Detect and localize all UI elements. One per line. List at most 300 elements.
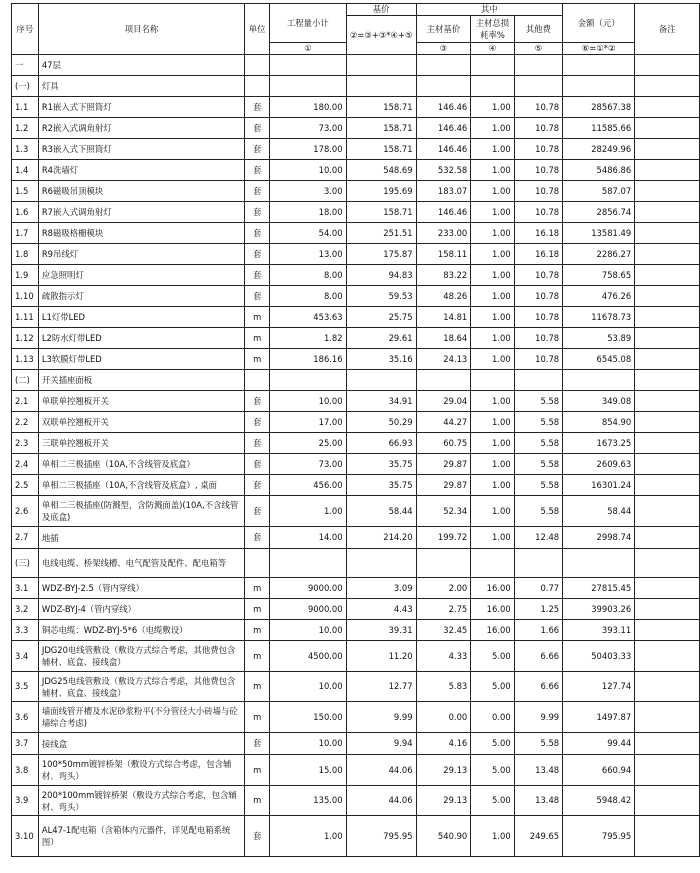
cell-remark — [635, 97, 700, 118]
cell-name: 地插 — [38, 527, 244, 549]
cell-remark — [635, 733, 700, 755]
cell-seq: 1.11 — [12, 307, 39, 328]
cell-unit: m — [245, 620, 270, 641]
cell-name: R7嵌入式调角射灯 — [38, 202, 244, 223]
cell-main-material: 83.22 — [416, 265, 471, 286]
cell-seq: 1.6 — [12, 202, 39, 223]
cell-unit: 套 — [245, 816, 270, 857]
cell-other-fee: 12.48 — [514, 527, 562, 549]
cell-qty: 180.00 — [270, 97, 347, 118]
table-row — [12, 244, 700, 265]
cell-seq: 2.1 — [12, 391, 39, 412]
cell-remark — [635, 454, 700, 475]
cell-main-material: 14.81 — [416, 307, 471, 328]
cell-seq: 3.7 — [12, 733, 39, 755]
cell-unit: 套 — [245, 286, 270, 307]
cell-other-fee: 5.58 — [514, 412, 562, 433]
cell-other-fee — [514, 76, 562, 97]
cell-unit: 套 — [245, 118, 270, 139]
cell-remark — [635, 620, 700, 641]
cell-other-fee: 16.18 — [514, 223, 562, 244]
cell-remark — [635, 181, 700, 202]
cell-unit — [245, 76, 270, 97]
cell-main-material: 183.07 — [416, 181, 471, 202]
header-remark: 备注 — [635, 4, 700, 55]
cell-remark — [635, 265, 700, 286]
cell-amount: 58.44 — [563, 496, 635, 527]
cell-main-material: 52.34 — [416, 496, 471, 527]
cell-remark — [635, 599, 700, 620]
table-row — [12, 223, 700, 244]
cell-main-material: 199.72 — [416, 527, 471, 549]
cell-name: R3嵌入式下照筒灯 — [38, 139, 244, 160]
cell-remark — [635, 755, 700, 786]
cell-other-fee: 5.58 — [514, 475, 562, 496]
cell-price: 50.29 — [346, 412, 416, 433]
cell-amount: 476.26 — [563, 286, 635, 307]
cell-price: 59.53 — [346, 286, 416, 307]
cell-amount: 758.65 — [563, 265, 635, 286]
cell-loss-rate — [471, 76, 514, 97]
cell-loss-rate: 1.00 — [471, 286, 514, 307]
cell-main-material: 146.46 — [416, 139, 471, 160]
cell-price: 195.69 — [346, 181, 416, 202]
table-row — [12, 76, 700, 97]
table-row — [12, 733, 700, 755]
header-amount-formula: ⑥=①*② — [563, 43, 635, 55]
cell-price: 39.31 — [346, 620, 416, 641]
cell-amount: 5948.42 — [563, 786, 635, 816]
cell-other-fee: 1.66 — [514, 620, 562, 641]
cell-amount: 11678.73 — [563, 307, 635, 328]
cell-seq: 3.8 — [12, 755, 39, 786]
cell-main-material: 32.45 — [416, 620, 471, 641]
cell-remark — [635, 391, 700, 412]
cell-qty: 186.16 — [270, 349, 347, 370]
cell-seq: 1.3 — [12, 139, 39, 160]
cell-main-material: 540.90 — [416, 816, 471, 857]
cell-other-fee: 5.58 — [514, 391, 562, 412]
cell-amount: 1673.25 — [563, 433, 635, 454]
cell-unit: 套 — [245, 181, 270, 202]
cell-seq: 1.4 — [12, 160, 39, 181]
cell-seq: 3.2 — [12, 599, 39, 620]
cell-qty: 10.00 — [270, 391, 347, 412]
cell-qty: 150.00 — [270, 702, 347, 733]
cell-loss-rate: 1.00 — [471, 307, 514, 328]
cell-unit: 套 — [245, 244, 270, 265]
cell-amount: 6545.08 — [563, 349, 635, 370]
cell-name: 200*100mm镀锌桥架（敷设方式综合考虑，包含辅材、弯头） — [38, 786, 244, 816]
table-row — [12, 641, 700, 672]
cell-other-fee: 5.58 — [514, 433, 562, 454]
cell-unit: 套 — [245, 496, 270, 527]
cell-seq: 1.12 — [12, 328, 39, 349]
cell-main-material: 2.75 — [416, 599, 471, 620]
cell-seq: 1.8 — [12, 244, 39, 265]
cell-seq: 1.13 — [12, 349, 39, 370]
cell-main-material: 146.46 — [416, 202, 471, 223]
cell-remark — [635, 160, 700, 181]
header-price-group: 基价 — [346, 4, 416, 16]
cell-qty: 8.00 — [270, 265, 347, 286]
cell-amount: 11585.66 — [563, 118, 635, 139]
cell-other-fee: 10.78 — [514, 97, 562, 118]
cell-main-material: 2.00 — [416, 578, 471, 599]
cell-remark — [635, 702, 700, 733]
cell-qty: 25.00 — [270, 433, 347, 454]
cell-qty — [270, 55, 347, 76]
cell-name: R9吊线灯 — [38, 244, 244, 265]
cell-loss-rate: 1.00 — [471, 118, 514, 139]
cell-amount: 854.90 — [563, 412, 635, 433]
cell-price: 58.44 — [346, 496, 416, 527]
cell-amount: 1497.87 — [563, 702, 635, 733]
table-row — [12, 527, 700, 549]
cell-main-material: 48.26 — [416, 286, 471, 307]
cell-unit: 套 — [245, 265, 270, 286]
cell-qty: 10.00 — [270, 620, 347, 641]
cell-main-material: 29.04 — [416, 391, 471, 412]
cell-main-material: 5.83 — [416, 672, 471, 702]
cell-qty — [270, 76, 347, 97]
cell-main-material: 233.00 — [416, 223, 471, 244]
cell-unit: m — [245, 599, 270, 620]
cell-seq: 1.5 — [12, 181, 39, 202]
cell-loss-rate: 1.00 — [471, 412, 514, 433]
cell-remark — [635, 527, 700, 549]
cell-seq: 2.6 — [12, 496, 39, 527]
cell-unit: m — [245, 672, 270, 702]
cell-unit: m — [245, 755, 270, 786]
cell-name: 单联单控翘板开关 — [38, 391, 244, 412]
cell-other-fee: 0.77 — [514, 578, 562, 599]
cell-price: 158.71 — [346, 202, 416, 223]
cell-main-material — [416, 55, 471, 76]
table-row — [12, 328, 700, 349]
cell-unit: 套 — [245, 475, 270, 496]
cell-remark — [635, 433, 700, 454]
cell-remark — [635, 475, 700, 496]
cell-seq: 1.10 — [12, 286, 39, 307]
cell-remark — [635, 76, 700, 97]
cell-price: 4.43 — [346, 599, 416, 620]
cell-price: 158.71 — [346, 97, 416, 118]
cell-amount — [563, 549, 635, 578]
cell-main-material: 4.33 — [416, 641, 471, 672]
cell-qty: 10.00 — [270, 160, 347, 181]
cell-amount: 28249.96 — [563, 139, 635, 160]
cell-main-material: 532.58 — [416, 160, 471, 181]
cell-qty: 54.00 — [270, 223, 347, 244]
cell-other-fee: 10.78 — [514, 139, 562, 160]
cell-name: 疏散指示灯 — [38, 286, 244, 307]
cell-loss-rate: 1.00 — [471, 475, 514, 496]
cell-unit: 套 — [245, 391, 270, 412]
header-mark-qty: ① — [270, 43, 347, 55]
header-among: 其中 — [416, 4, 563, 16]
cell-name: JDG20电线管敷设（敷设方式综合考虑，其他费包含辅材、底盒、接线盒） — [38, 641, 244, 672]
cell-loss-rate: 5.00 — [471, 672, 514, 702]
cell-name: 单相二三极插座（10A,不含线管及底盒） — [38, 454, 244, 475]
cell-amount: 349.08 — [563, 391, 635, 412]
cell-name: L2防水灯带LED — [38, 328, 244, 349]
cell-main-material: 146.46 — [416, 118, 471, 139]
cell-loss-rate: 16.00 — [471, 599, 514, 620]
cell-main-material — [416, 76, 471, 97]
cell-loss-rate: 16.00 — [471, 578, 514, 599]
cell-amount: 50403.33 — [563, 641, 635, 672]
cell-main-material: 29.13 — [416, 755, 471, 786]
table-row — [12, 755, 700, 786]
cell-remark — [635, 549, 700, 578]
cell-unit: m — [245, 641, 270, 672]
cell-loss-rate: 5.00 — [471, 786, 514, 816]
cell-amount: 28567.38 — [563, 97, 635, 118]
cell-remark — [635, 55, 700, 76]
cell-name: 单相二三极插座（10A,不含线管及底盒）, 桌面 — [38, 475, 244, 496]
cell-remark — [635, 244, 700, 265]
table-row — [12, 496, 700, 527]
cell-amount: 2609.63 — [563, 454, 635, 475]
cell-seq: 2.5 — [12, 475, 39, 496]
cell-amount: 127.74 — [563, 672, 635, 702]
table-row — [12, 786, 700, 816]
table-row — [12, 97, 700, 118]
cell-price: 35.16 — [346, 349, 416, 370]
cell-loss-rate: 1.00 — [471, 97, 514, 118]
table-row — [12, 433, 700, 454]
cell-price: 35.75 — [346, 454, 416, 475]
header-name: 项目名称 — [38, 4, 244, 55]
cell-remark — [635, 412, 700, 433]
cell-main-material: 0.00 — [416, 702, 471, 733]
cell-name: R1嵌入式下照筒灯 — [38, 97, 244, 118]
cell-remark — [635, 786, 700, 816]
cell-remark — [635, 349, 700, 370]
cell-name: 铜芯电缆：WDZ-BYJ-5*6（电缆敷设） — [38, 620, 244, 641]
cell-qty: 14.00 — [270, 527, 347, 549]
cell-unit: 套 — [245, 412, 270, 433]
cell-name: 应急照明灯 — [38, 265, 244, 286]
cell-unit: 套 — [245, 223, 270, 244]
cell-seq: (三) — [12, 549, 39, 578]
cell-remark — [635, 328, 700, 349]
cell-main-material: 146.46 — [416, 97, 471, 118]
cell-seq: 3.6 — [12, 702, 39, 733]
cell-seq: 1.7 — [12, 223, 39, 244]
cell-qty: 1.82 — [270, 328, 347, 349]
cell-loss-rate: 1.00 — [471, 223, 514, 244]
cell-qty: 15.00 — [270, 755, 347, 786]
header-unit: 单位 — [245, 4, 270, 55]
cell-name: R4洗墙灯 — [38, 160, 244, 181]
cell-price: 44.06 — [346, 786, 416, 816]
cell-amount: 2998.74 — [563, 527, 635, 549]
cell-price: 44.06 — [346, 755, 416, 786]
cell-price: 12.77 — [346, 672, 416, 702]
cell-price: 11.20 — [346, 641, 416, 672]
table-row — [12, 672, 700, 702]
cell-main-material: 24.13 — [416, 349, 471, 370]
table-row — [12, 454, 700, 475]
header-mark-other: ⑤ — [514, 43, 562, 55]
cell-other-fee: 5.58 — [514, 733, 562, 755]
cell-name: 开关插座面板 — [38, 370, 244, 391]
cell-qty: 178.00 — [270, 139, 347, 160]
cell-remark — [635, 496, 700, 527]
cell-price: 25.75 — [346, 307, 416, 328]
cell-qty — [270, 549, 347, 578]
cell-price: 35.75 — [346, 475, 416, 496]
cell-loss-rate — [471, 370, 514, 391]
cell-price: 29.61 — [346, 328, 416, 349]
cell-unit — [245, 549, 270, 578]
cell-unit: 套 — [245, 97, 270, 118]
cell-price: 158.71 — [346, 118, 416, 139]
cell-other-fee: 10.78 — [514, 181, 562, 202]
header-mark-loss: ④ — [471, 43, 514, 55]
cell-name: 100*50mm镀锌桥架（敷设方式综合考虑，包含辅材、弯头） — [38, 755, 244, 786]
cell-qty: 17.00 — [270, 412, 347, 433]
header-main-material: 主材基价 — [416, 16, 471, 43]
cell-remark — [635, 816, 700, 857]
cell-main-material: 158.11 — [416, 244, 471, 265]
table-row — [12, 391, 700, 412]
cell-loss-rate: 16.00 — [471, 620, 514, 641]
cell-name: JDG25电线管敷设（敷设方式综合考虑，其他费包含辅材、底盒、接线盒） — [38, 672, 244, 702]
table-row — [12, 307, 700, 328]
cell-unit: 套 — [245, 454, 270, 475]
cell-name: 47层 — [38, 55, 244, 76]
cell-qty: 3.00 — [270, 181, 347, 202]
cell-unit: m — [245, 307, 270, 328]
table-row — [12, 118, 700, 139]
cell-name: WDZ-BYJ-4（管内穿线） — [38, 599, 244, 620]
cell-seq: 2.2 — [12, 412, 39, 433]
cell-other-fee: 6.66 — [514, 672, 562, 702]
cell-other-fee — [514, 55, 562, 76]
cell-other-fee: 9.99 — [514, 702, 562, 733]
cell-remark — [635, 139, 700, 160]
cell-unit: m — [245, 328, 270, 349]
cell-qty: 456.00 — [270, 475, 347, 496]
cell-amount: 795.95 — [563, 816, 635, 857]
cell-unit: 套 — [245, 527, 270, 549]
table-row — [12, 286, 700, 307]
cell-remark — [635, 286, 700, 307]
cell-name: 灯具 — [38, 76, 244, 97]
table-row — [12, 599, 700, 620]
cell-amount: 13581.49 — [563, 223, 635, 244]
cell-main-material: 29.87 — [416, 475, 471, 496]
cell-other-fee: 10.78 — [514, 349, 562, 370]
table-row — [12, 475, 700, 496]
cell-other-fee: 5.58 — [514, 496, 562, 527]
cell-loss-rate: 1.00 — [471, 496, 514, 527]
cell-qty: 10.00 — [270, 733, 347, 755]
cell-amount: 587.07 — [563, 181, 635, 202]
cell-main-material: 29.87 — [416, 454, 471, 475]
cell-qty: 73.00 — [270, 454, 347, 475]
table-row — [12, 578, 700, 599]
cell-loss-rate: 1.00 — [471, 349, 514, 370]
cell-name: L1灯带LED — [38, 307, 244, 328]
cell-name: 接线盒 — [38, 733, 244, 755]
cell-unit: m — [245, 349, 270, 370]
table-row — [12, 181, 700, 202]
cell-price: 3.09 — [346, 578, 416, 599]
cell-seq: 2.7 — [12, 527, 39, 549]
table-row — [12, 160, 700, 181]
cell-other-fee: 1.25 — [514, 599, 562, 620]
cell-unit: 套 — [245, 139, 270, 160]
cell-remark — [635, 118, 700, 139]
cell-loss-rate: 1.00 — [471, 454, 514, 475]
cell-remark — [635, 672, 700, 702]
cell-seq: 1.2 — [12, 118, 39, 139]
cell-other-fee: 10.78 — [514, 328, 562, 349]
cell-loss-rate: 1.00 — [471, 391, 514, 412]
cell-amount: 99.44 — [563, 733, 635, 755]
table-row — [12, 620, 700, 641]
cell-amount — [563, 370, 635, 391]
cell-amount: 660.94 — [563, 755, 635, 786]
cell-qty: 13.00 — [270, 244, 347, 265]
cell-qty: 1.00 — [270, 816, 347, 857]
cell-amount: 2286.27 — [563, 244, 635, 265]
cell-unit — [245, 55, 270, 76]
cell-name: WDZ-BYJ-2.5（管内穿线） — [38, 578, 244, 599]
cell-qty: 8.00 — [270, 286, 347, 307]
table-row — [12, 55, 700, 76]
cell-seq: 3.9 — [12, 786, 39, 816]
cell-loss-rate: 1.00 — [471, 433, 514, 454]
cell-price: 175.87 — [346, 244, 416, 265]
cell-qty: 73.00 — [270, 118, 347, 139]
cell-seq: 2.3 — [12, 433, 39, 454]
header-mark-main: ③ — [416, 43, 471, 55]
cell-unit: m — [245, 578, 270, 599]
cell-qty: 18.00 — [270, 202, 347, 223]
cell-main-material: 60.75 — [416, 433, 471, 454]
cell-loss-rate: 0.00 — [471, 702, 514, 733]
cell-other-fee: 10.78 — [514, 286, 562, 307]
cell-other-fee: 10.78 — [514, 307, 562, 328]
table-row — [12, 265, 700, 286]
cell-price: 94.83 — [346, 265, 416, 286]
cell-seq: 1.1 — [12, 97, 39, 118]
cell-price — [346, 76, 416, 97]
cell-loss-rate: 5.00 — [471, 755, 514, 786]
cell-price: 548.69 — [346, 160, 416, 181]
cell-price: 34.91 — [346, 391, 416, 412]
table-row — [12, 370, 700, 391]
cell-name: 单相二三极插座(防溅型，含防溅面盖)(10A,不含线管及底盒) — [38, 496, 244, 527]
table-body — [12, 55, 700, 857]
cell-qty — [270, 370, 347, 391]
cell-price: 9.99 — [346, 702, 416, 733]
cell-price: 214.20 — [346, 527, 416, 549]
table-row — [12, 349, 700, 370]
cell-other-fee — [514, 370, 562, 391]
cell-loss-rate — [471, 549, 514, 578]
header-qty: 工程量小计 — [270, 4, 347, 43]
cell-amount: 53.89 — [563, 328, 635, 349]
cell-name: R6磁吸吊顶模块 — [38, 181, 244, 202]
cell-loss-rate: 1.00 — [471, 160, 514, 181]
cell-amount: 2856.74 — [563, 202, 635, 223]
